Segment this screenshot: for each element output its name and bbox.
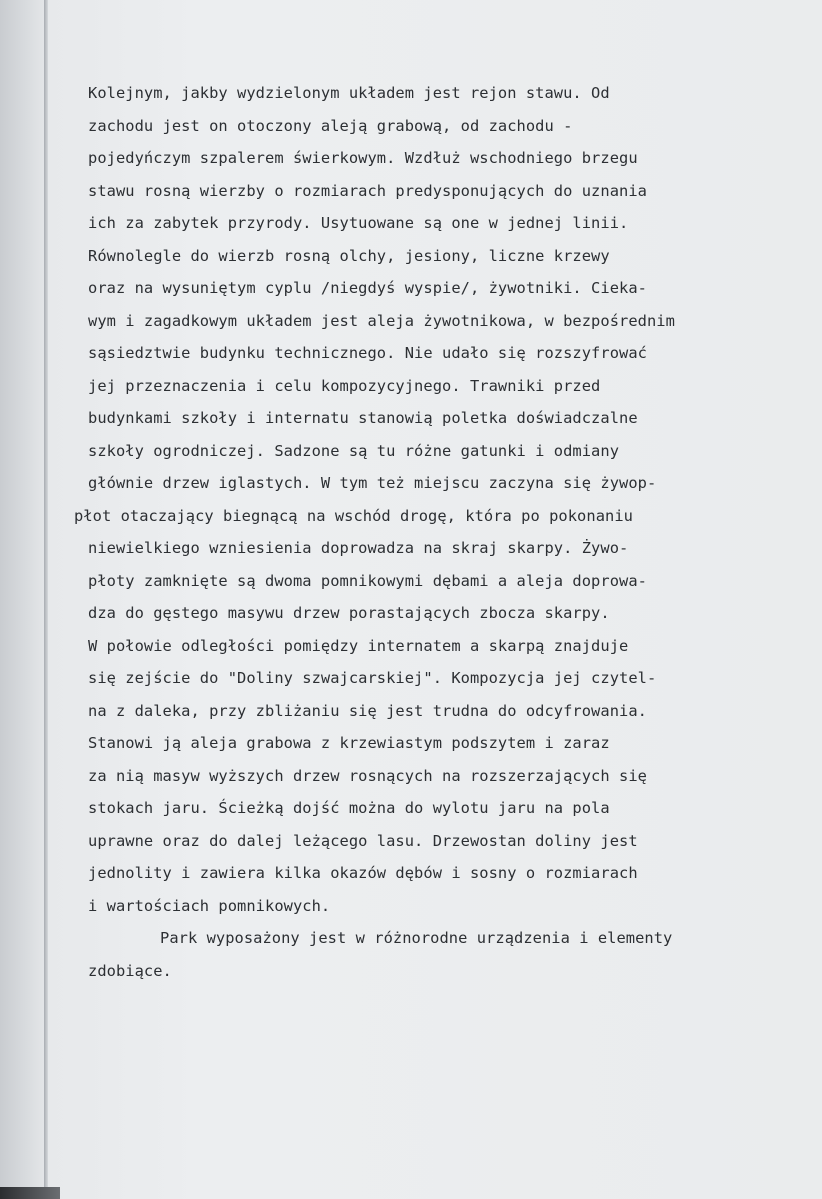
text-line: Kolejnym, jakby wydzielonym układem jest rejon stawu. Od: [88, 84, 610, 102]
text-line: ich za zabytek przyrody. Usytuowane są one w jednej linii.: [88, 214, 629, 232]
text-line: sąsiedztwie budynku technicznego. Nie udało się rozszyfrować: [88, 344, 647, 362]
text-line: jednolity i zawiera kilka okazów dębów i sosny o rozmiarach: [88, 864, 638, 882]
scan-corner-shadow: [0, 1187, 60, 1199]
text-line: oraz na wysuniętym cyplu /niegdyś wyspie/, żywotniki. Cieka-: [88, 279, 647, 297]
text-line: niewielkiego wzniesienia doprowadza na skraj skarpy. Żywo-: [88, 539, 629, 557]
text-line: szkoły ogrodniczej. Sadzone są tu różne gatunki i odmiany: [88, 441, 620, 460]
text-line: płoty zamknięte są dwoma pomnikowymi dębami a aleja doprowa-: [88, 571, 647, 590]
text-line: zdobiące.: [88, 961, 172, 980]
text-line: dza do gęstego masywu drzew porastających zbocza skarpy.: [88, 604, 610, 622]
text-line: płot otaczający biegnącą na wschód drogę, która po pokonaniu: [74, 506, 633, 525]
text-line: uprawne oraz do dalej leżącego lasu. Drzewostan doliny jest: [88, 831, 638, 850]
typewritten-text-block: [74, 77, 788, 987]
text-line: za nią masyw wyższych drzew rosnących na rozszerzających się: [88, 766, 647, 785]
text-line: i wartościach pomnikowych.: [88, 896, 331, 915]
text-line-paragraph-start: Park wyposażony jest w różnorodne urządzenia i elementy: [160, 929, 673, 947]
text-line: jej przeznaczenia i celu kompozycyjnego. Trawniki przed: [88, 376, 601, 395]
text-line: stokach jaru. Ścieżką dojść można do wylotu jaru na pola: [88, 799, 610, 817]
text-line: się zejście do "Doliny szwajcarskiej". Kompozycja jej czytel-: [88, 669, 657, 687]
text-line: Stanowi ją aleja grabowa z krzewiastym podszytem i zaraz: [88, 734, 610, 752]
text-line: pojedyńczym szpalerem świerkowym. Wzdłuż wschodniego brzegu: [88, 149, 638, 167]
text-line: stawu rosną wierzby o rozmiarach predysponujących do uznania: [88, 181, 647, 200]
text-line: zachodu jest on otoczony aleją grabową, od zachodu -: [88, 116, 573, 135]
text-line: Równolegle do wierzb rosną olchy, jesiony, liczne krzewy: [88, 246, 610, 265]
text-line: wym i zagadkowym układem jest aleja żywotnikowa, w bezpośrednim: [88, 311, 675, 330]
text-line: głównie drzew iglastych. W tym też miejscu zaczyna się żywop-: [88, 474, 657, 492]
text-line: na z daleka, przy zbliżaniu się jest trudna do odcyfrowania.: [88, 701, 647, 720]
binding-shadow: [0, 0, 48, 1199]
text-line: W połowie odległości pomiędzy internatem a skarpą znajduje: [88, 636, 629, 655]
text-line: budynkami szkoły i internatu stanowią poletka doświadczalne: [88, 409, 638, 427]
